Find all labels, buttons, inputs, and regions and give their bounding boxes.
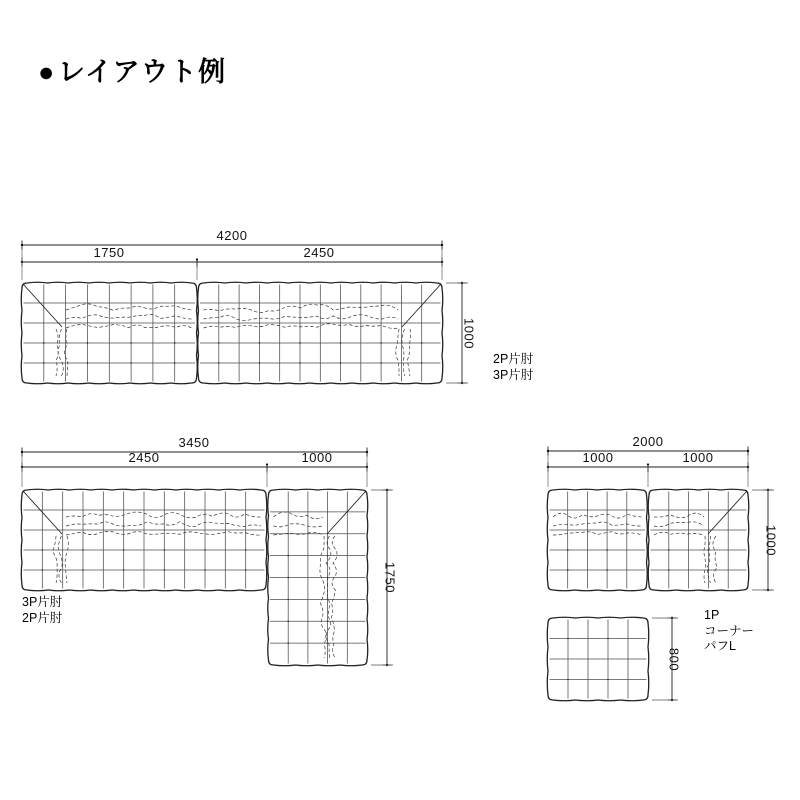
l-shape-label [22, 595, 62, 626]
l-shape-dim-depth: 1750 [382, 562, 398, 593]
long-sofa-dim-depth: 1000 [461, 318, 477, 349]
corner-set-label-line1: 1P [704, 608, 720, 622]
corner-set-label [704, 608, 754, 655]
ottoman-dim-depth: 800 [666, 647, 682, 672]
corner-set-label-line2: コーナー [704, 623, 755, 638]
long-sofa-dim-left: 1750 [93, 245, 125, 260]
corner-set-label-line3: パフL [704, 639, 736, 653]
page-title [38, 50, 227, 89]
page-title-text: レイアウト例 [57, 57, 227, 87]
l-shape-dim-right: 1000 [301, 450, 333, 465]
l-shape-dim-total: 3450 [178, 435, 210, 450]
corner-set-dim-left: 1000 [582, 450, 614, 465]
long-sofa-label [493, 352, 533, 383]
long-sofa-dim-right: 2450 [303, 245, 335, 260]
l-shape-label-line1: 3P片肘 [22, 595, 63, 609]
bullet-icon: ● [38, 57, 56, 87]
corner-set-dim-right: 1000 [682, 450, 714, 465]
corner-set-dim-depth: 1000 [763, 525, 779, 556]
long-sofa-label-line1: 2P片肘 [493, 352, 534, 366]
l-shape-label-line2: 2P片肘 [22, 610, 63, 625]
long-sofa-dim-total: 4200 [216, 228, 248, 243]
l-shape-dim-left: 2450 [128, 450, 160, 465]
corner-set-dim-total: 2000 [632, 434, 664, 449]
long-sofa-label-line2: 3P片肘 [493, 367, 534, 382]
